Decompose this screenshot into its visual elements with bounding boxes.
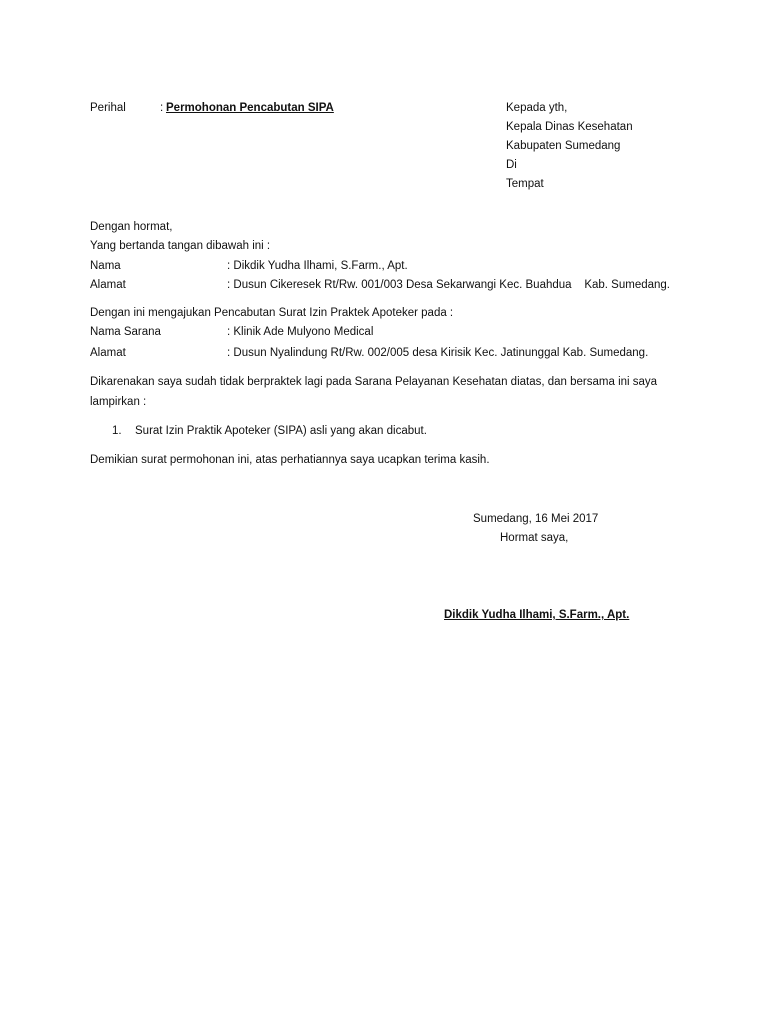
facility-name-label: Nama Sarana [90,326,161,338]
recipient-line: Di [506,159,517,171]
applicant-name-value: : Dikdik Yudha Ilhami, S.Farm., Apt. [227,260,408,272]
signatory-name: Dikdik Yudha Ilhami, S.Farm., Apt. [444,609,630,621]
reason-line-2: lampirkan : [90,396,147,408]
request-text: Dengan ini mengajukan Pencabutan Surat Izin Praktek Apoteker pada : [90,307,454,319]
applicant-name-label: Nama [90,260,121,272]
applicant-address-value: : Dusun Cikeresek Rt/Rw. 001/003 Desa Sekarwangi Kec. Buahdua Kab. Sumedang. [227,279,671,291]
attachment-text: Surat Izin Praktik Apoteker (SIPA) asli yang akan dicabut. [135,425,427,437]
closing-text: Demikian surat permohonan ini, atas perhatiannya saya ucapkan terima kasih. [90,454,490,466]
intro-text: Yang bertanda tangan dibawah ini : [90,240,271,252]
attachment-number: 1. [112,425,122,437]
recipient-line: Tempat [506,178,544,190]
facility-name-value: : Klinik Ade Mulyono Medical [227,326,374,338]
greeting: Dengan hormat, [90,221,173,233]
regards-text: Hormat saya, [500,532,569,544]
facility-address-label: Alamat [90,347,126,359]
perihal-colon: : [160,102,164,114]
place-date: Sumedang, 16 Mei 2017 [473,513,599,525]
perihal-label: Perihal [90,102,126,114]
reason-line-1: Dikarenakan saya sudah tidak berpraktek lagi pada Sarana Pelayanan Kesehatan diatas, dan bersama ini saya [90,376,658,388]
facility-address-value: : Dusun Nyalindung Rt/Rw. 002/005 desa Kirisik Kec. Jatinunggal Kab. Sumedang. [227,347,649,359]
recipient-line: Kepala Dinas Kesehatan [506,121,633,133]
recipient-line: Kepada yth, [506,102,568,114]
perihal-value: Permohonan Pencabutan SIPA [166,102,334,114]
recipient-line: Kabupaten Sumedang [506,140,621,152]
applicant-address-label: Alamat [90,279,126,291]
